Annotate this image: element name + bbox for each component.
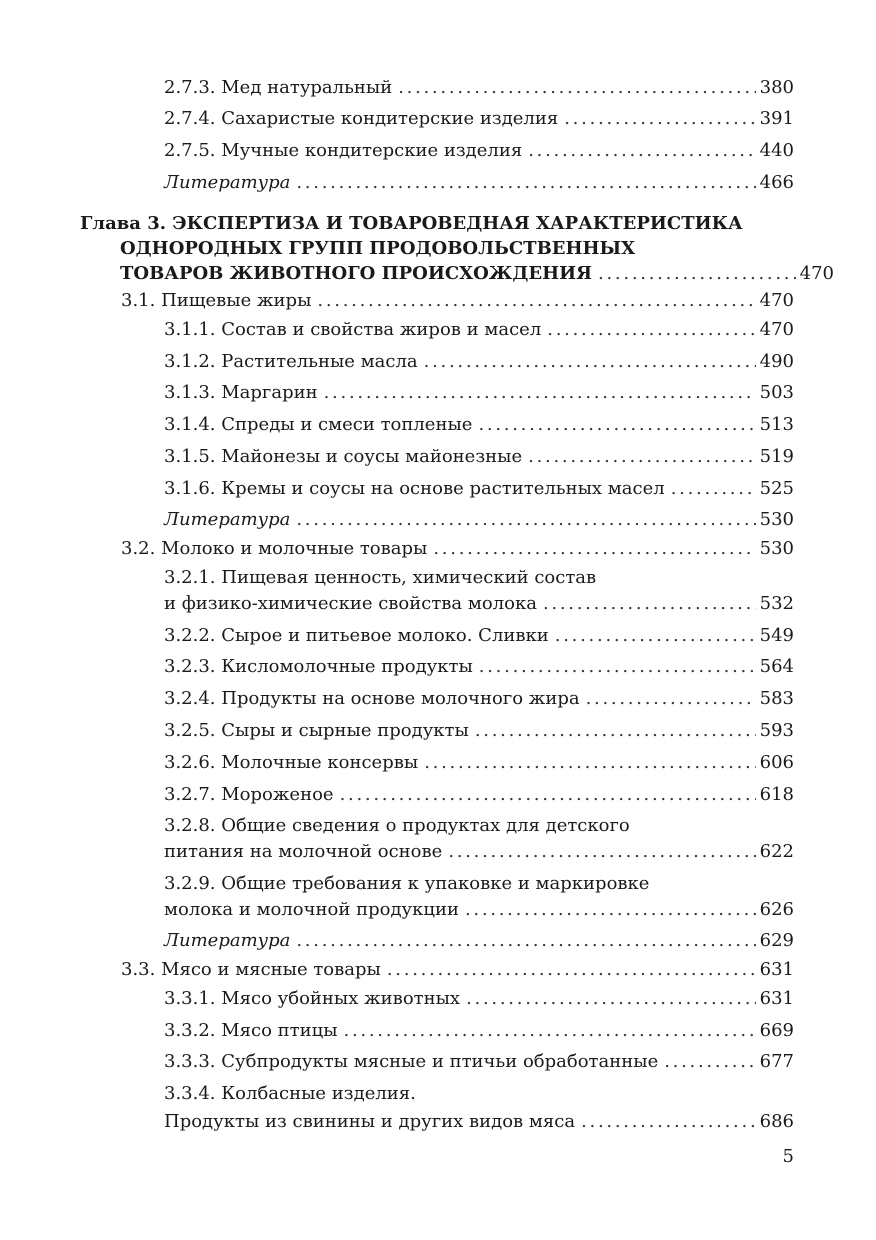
toc-entry-page: 470 <box>799 263 834 284</box>
toc-entry-title: 3.2.5. Сыры и сырные продукты <box>164 720 469 741</box>
toc-entry-title: Продукты из свинины и других видов мяса <box>164 1111 576 1132</box>
toc-entry <box>164 139 794 163</box>
toc-entry-title: 3.3.3. Субпродукты мясные и птичьи обработанные <box>164 1051 659 1072</box>
toc-entry-page: 669 <box>759 1020 794 1041</box>
toc-entry-title: 3.2.6. Молочные консервы <box>164 752 419 773</box>
toc-entry-page: 530 <box>759 538 794 559</box>
toc-entry-page: 470 <box>759 290 794 311</box>
toc-entry-title: 3.1. Пищевые жиры <box>121 290 312 311</box>
toc-entry <box>164 987 794 1011</box>
leader-dots <box>448 840 755 864</box>
toc-entry-page: 440 <box>759 140 794 161</box>
toc-entry-page: 530 <box>759 509 794 530</box>
toc-entry-page: 503 <box>759 382 794 403</box>
toc-entry-title: 3.1.6. Кремы и соусы на основе растительных масел <box>164 478 665 499</box>
leader-dots <box>433 537 755 561</box>
leader-dots <box>344 1019 756 1043</box>
toc-entry-title: 3.1.4. Спреды и смеси топленые <box>164 414 473 435</box>
toc-entry-title: 2.7.5. Мучные кондитерские изделия <box>164 140 523 161</box>
leader-dots <box>598 261 796 286</box>
leader-dots <box>547 318 755 342</box>
toc-entry <box>164 350 794 374</box>
toc-entry-page: 631 <box>759 959 794 980</box>
toc-entry-page: 380 <box>759 77 794 98</box>
toc-entry <box>164 719 794 743</box>
toc-entry-title: Литература <box>164 930 291 951</box>
toc-entry-page: 606 <box>759 752 794 773</box>
toc-entry-literature <box>164 508 794 532</box>
toc-entry-page: 519 <box>759 446 794 467</box>
toc-section <box>121 958 794 982</box>
toc-entry-page: 466 <box>759 172 794 193</box>
toc-entry-title: питания на молочной основе <box>164 841 443 862</box>
chapter-title-line: ОДНОРОДНЫХ ГРУПП ПРОДОВОЛЬСТВЕННЫХ <box>120 238 636 259</box>
toc-entry-title: 3.3.2. Мясо птицы <box>164 1020 338 1041</box>
leader-dots <box>317 289 755 313</box>
toc-entry-literature <box>164 171 794 195</box>
toc-entry <box>164 1019 794 1043</box>
leader-dots <box>671 477 756 501</box>
toc-entry-title-line: 3.2.1. Пищевая ценность, химический состав <box>164 567 597 588</box>
leader-dots <box>475 719 756 743</box>
chapter-title-line: ТОВАРОВ ЖИВОТНОГО ПРОИСХОЖДЕНИЯ <box>120 263 593 284</box>
toc-section <box>121 537 794 561</box>
toc-entry-title: 3.2.7. Мороженое <box>164 784 334 805</box>
leader-dots <box>586 687 756 711</box>
leader-dots <box>564 107 755 131</box>
leader-dots <box>340 783 756 807</box>
toc-entry-page: 583 <box>759 688 794 709</box>
toc-entry-page: 490 <box>759 351 794 372</box>
toc-entry <box>164 477 794 501</box>
leader-dots <box>528 139 755 163</box>
leader-dots <box>466 987 756 1011</box>
toc-entry-page: 686 <box>759 1111 794 1132</box>
toc-entry-literature <box>164 929 794 953</box>
toc-entry <box>164 783 794 807</box>
toc-entry <box>164 76 794 100</box>
toc-entry-title: 2.7.3. Мед натуральный <box>164 77 393 98</box>
leader-dots <box>296 929 755 953</box>
leader-dots <box>543 592 756 616</box>
toc-entry-title: молока и молочной продукции <box>164 899 459 920</box>
leader-dots <box>398 76 755 100</box>
toc-entry-page: 513 <box>759 414 794 435</box>
toc-entry <box>164 1082 794 1134</box>
toc-entry-title-line: 3.3.4. Колбасные изделия. <box>164 1083 416 1104</box>
leader-dots <box>664 1050 755 1074</box>
toc-entry-title: 3.1.3. Маргарин <box>164 382 318 403</box>
toc-entry <box>164 814 794 864</box>
toc-entry-page: 549 <box>759 625 794 646</box>
leader-dots <box>465 898 756 922</box>
leader-dots <box>479 655 756 679</box>
toc-entry-page: 626 <box>759 899 794 920</box>
toc-entry <box>164 624 794 648</box>
toc-entry <box>164 381 794 405</box>
toc-entry-page: 618 <box>759 784 794 805</box>
toc-entry-page: 629 <box>759 930 794 951</box>
toc-entry-title: 3.3.1. Мясо убойных животных <box>164 988 461 1009</box>
toc-entry-page: 677 <box>759 1051 794 1072</box>
leader-dots <box>528 445 756 469</box>
page-number: 5 <box>782 1146 794 1167</box>
toc-entry-title: 3.1.5. Майонезы и соусы майонезные <box>164 446 523 467</box>
toc-entry-title: 3.2.2. Сырое и питьевое молоко. Сливки <box>164 625 549 646</box>
toc-entry <box>164 107 794 131</box>
toc-section <box>121 289 794 313</box>
toc-chapter <box>80 211 834 286</box>
toc-entry-title-line: 3.2.8. Общие сведения о продуктах для детского <box>164 815 630 836</box>
toc-entry <box>164 566 794 616</box>
toc-entry-title: 2.7.4. Сахаристые кондитерские изделия <box>164 108 559 129</box>
leader-dots <box>424 751 755 775</box>
toc-entry <box>164 445 794 469</box>
leader-dots <box>581 1110 756 1134</box>
toc-entry-title: и физико-химические свойства молока <box>164 593 537 614</box>
toc-entry-page: 391 <box>759 108 794 129</box>
toc-entry-title: 3.2. Молоко и молочные товары <box>121 538 428 559</box>
toc-entry-page: 470 <box>759 319 794 340</box>
toc-entry <box>164 413 794 437</box>
toc-entry-title: 3.3. Мясо и мясные товары <box>121 959 381 980</box>
toc-entry <box>164 872 794 922</box>
leader-dots <box>324 381 756 405</box>
toc-entry-title: 3.1.2. Растительные масла <box>164 351 418 372</box>
toc-entry <box>164 751 794 775</box>
toc-entry-title: 3.1.1. Состав и свойства жиров и масел <box>164 319 542 340</box>
leader-dots <box>478 413 755 437</box>
toc-entry-page: 622 <box>759 841 794 862</box>
toc-entry-title-line: 3.2.9. Общие требования к упаковке и маркировке <box>164 873 650 894</box>
toc-entry <box>164 687 794 711</box>
toc-entry-page: 631 <box>759 988 794 1009</box>
toc-entry-page: 532 <box>759 593 794 614</box>
toc-entry-title: 3.2.4. Продукты на основе молочного жира <box>164 688 580 709</box>
toc-entry-page: 564 <box>759 656 794 677</box>
toc-entry <box>164 655 794 679</box>
toc-entry <box>164 1050 794 1074</box>
leader-dots <box>555 624 756 648</box>
toc-entry <box>164 318 794 342</box>
leader-dots <box>296 508 755 532</box>
leader-dots <box>424 350 756 374</box>
toc-entry-title: 3.2.3. Кисломолочные продукты <box>164 656 473 677</box>
leader-dots <box>387 958 756 982</box>
toc-entry-page: 525 <box>759 478 794 499</box>
chapter-title-line: Глава 3. ЭКСПЕРТИЗА И ТОВАРОВЕДНАЯ ХАРАКТЕРИСТИКА <box>80 213 743 234</box>
leader-dots <box>296 171 755 195</box>
toc-entry-page: 593 <box>759 720 794 741</box>
toc-entry-title: Литература <box>164 172 291 193</box>
toc-entry-title: Литература <box>164 509 291 530</box>
